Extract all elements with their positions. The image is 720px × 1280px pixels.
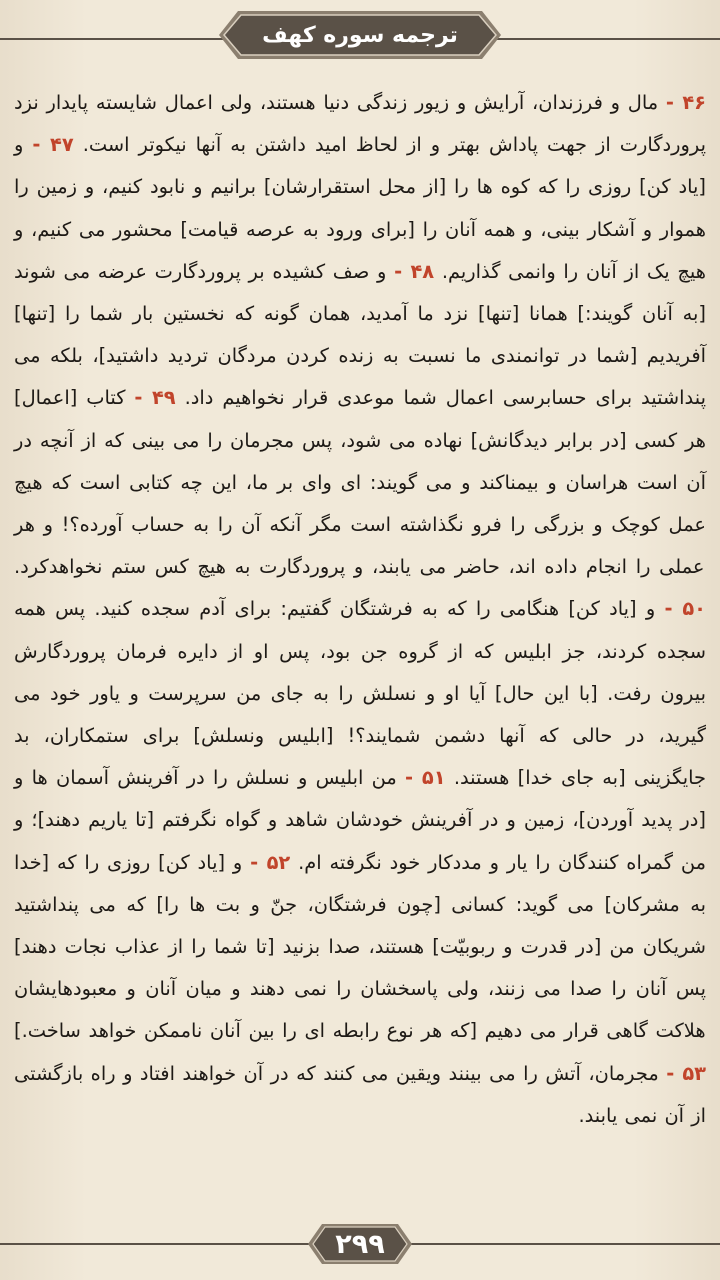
page-number-plate — [306, 1222, 414, 1266]
verse-text: و صف کشیده بر پروردگارت عرضه می شوند [به آنان گویند:] همانا [تنها] نزد ما آمدید، همان گونه که نخستین بار شما را [تنها] آفریدیم [شما در توانمندی ما نسبت به زنده کردن مردگان تردید داشتید]، بلکه می پنداشتید برای حسابرسی اعمال شما موعدی قرار نخواهیم داد. — [14, 259, 706, 410]
page-title: ترجمه سوره کهف — [262, 22, 458, 48]
verse-text: من ابلیس و نسلش را در آفرینش آسمان ها و [در پدید آوردن]، زمین و در آفرینش خودشان شاهد و گواه نگرفتم [تا یاریم دهند]؛ و من گمراه کنندگان را یار و مددکار خود نگرفته ام. — [14, 766, 706, 874]
verse-number: ۵۲ - — [250, 850, 291, 874]
verse-number: ۵۱ - — [405, 766, 446, 790]
title-plate — [216, 8, 504, 62]
verse-number: ۴۶ - — [665, 91, 706, 114]
translation-body — [14, 82, 706, 1212]
verse-number: ۴۹ - — [134, 386, 176, 410]
verse-number: ۵۰ - — [664, 597, 706, 621]
page-number: ۲۹۹ — [335, 1228, 385, 1260]
verse-text: و [یاد کن] هنگامی را که به فرشتگان گفتیم: برای آدم سجده کنید. پس همه سجده کردند، جز ابلیس که از گروه جن بود، پس او از دایره فرمان پروردگارش بیرون رفت. [با این حال] آیا او و نسلش را به جای من سرپرست و یاور خود می گیرید، در حالی که آنها دشمن شمایند؟! [ابلیس ونسلش] برای ستمکاران، بد جایگزینی [به جای خدا] هستند. — [14, 597, 706, 790]
verse-text: مجرمان، آتش را می بینند ویقین می کنند که در آن خواهند افتاد و راه بازگشتی از آن نمی یابند. — [14, 1061, 706, 1127]
verse-number: ۵۳ - — [666, 1061, 706, 1085]
verse-text: و [یاد کن] روزی را که [خدا به مشرکان] می گوید: کسانی [چون فرشتگان، جنّ و بت ها را] که می پنداشتید شریکان من [در قدرت و ربوبیّت] هستند، صدا بزنید [تا شما را از عذاب نجات دهند] پس آنان را صدا می زنند، ولی پاسخشان را نمی دهند و میان آنان و معبودهایشان هلاکت گاهی قرار می دهیم [که هر نوع رابطه ای را بین آنان ناممکن خواهد ساخت.] — [14, 850, 706, 1043]
verse-number: ۴۷ - — [32, 133, 74, 157]
verse-number: ۴۸ - — [394, 259, 435, 283]
verse-text: مال و فرزندان، آرایش و زیور زندگی دنیا هستند، ولی اعمال شایسته پایدار نزد پروردگارت از جهت پاداش بهتر و از لحاظ امید داشتن به آنها نیکوتر است. — [14, 91, 706, 157]
verse-text: کتاب [اعمال] هر کسی [در برابر دیدگانش] نهاده می شود، پس مجرمان را می بینی که از آنچه در آن است هراسان و بیمناکند و می گویند: ای وای بر ما، این چه کتابی است که هیچ عمل کوچک و بزرگی را فرو نگذاشته است مگر آنکه آن را به حساب آورده؟! و هر عملی را انجام داده اند، حاضر می یابند، و پروردگارت به هیچ کس ستم نخواهدکرد. — [14, 386, 706, 579]
verse-text: و [یاد کن] روزی را که کوه ها را [از محل استقرارشان] برانیم و نابود کنیم، و زمین را هموار و آشکار بینی، و همه آنان را [برای ورود به عرصه قیامت] محشور می کنیم، و هیچ یک از آنان را وانمی گذاریم. — [14, 133, 706, 283]
